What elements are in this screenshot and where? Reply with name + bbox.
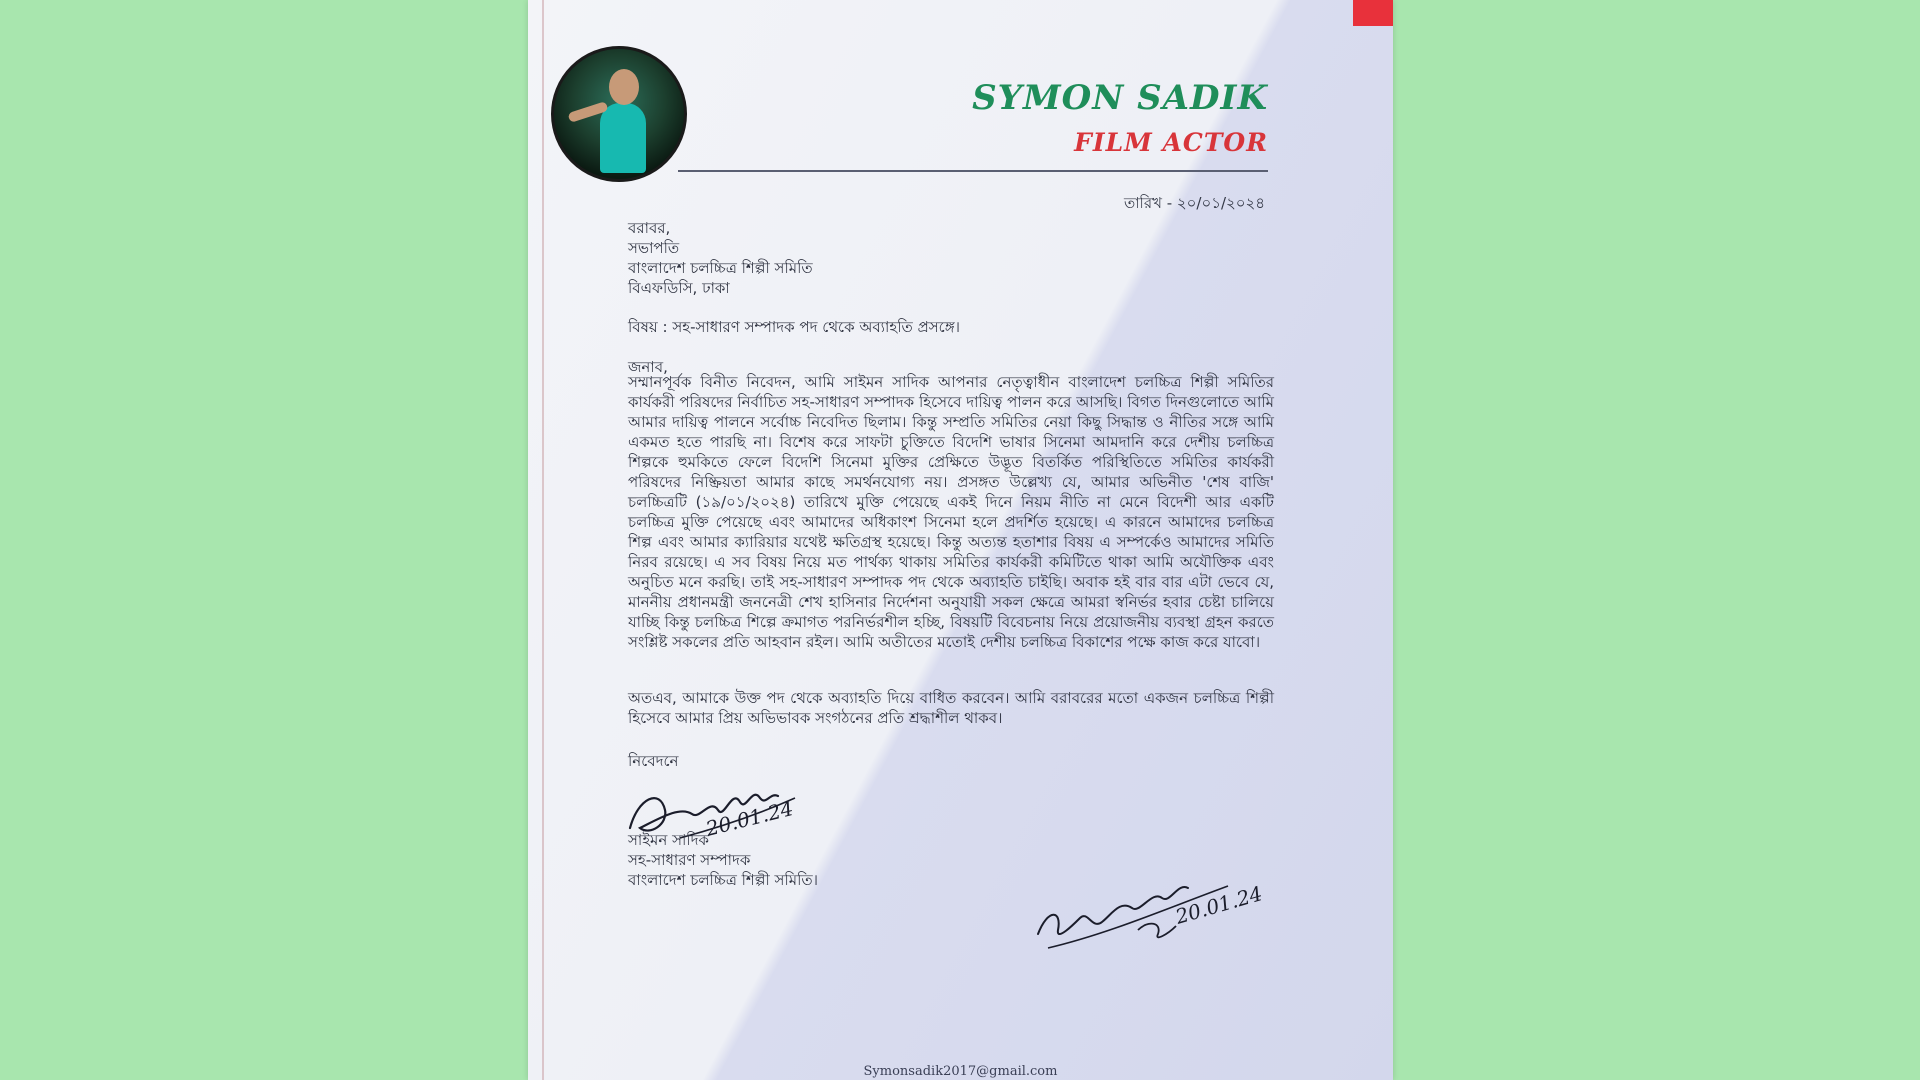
profile-photo-avatar [551,46,687,182]
signatory-name: সাইমন সাদিক [628,831,710,849]
recipient-line: বিএফডিসি, ঢাকা [628,279,730,297]
avatar-shirt [600,103,646,173]
letter-date: তারিখ - ২০/০১/২০২৪ [1123,194,1265,212]
recipient-line: বাংলাদেশ চলচ্চিত্র শিল্পী সমিতি [628,259,813,277]
signatory-block [628,830,818,890]
letter-page [528,0,1393,1080]
salutation: জনাব, [628,358,668,376]
margin-line [542,0,544,1080]
letterhead-role: FILM ACTOR [1074,128,1268,157]
recipient-line: সভাপতি [628,239,680,257]
svg-text:20.01.24: 20.01.24 [1172,881,1265,929]
regards-line: নিবেদনে [628,752,679,770]
recipient-line: বরাবর, [628,219,671,237]
avatar-head [609,69,639,105]
header-divider [678,170,1268,172]
letter-subject: বিষয় : সহ-সাধারণ সম্পাদক পদ থেকে অব্যাহতি প্রসঙ্গে। [628,318,961,336]
signatory-org: বাংলাদেশ চলচ্চিত্র শিল্পী সমিতি। [628,871,818,889]
recipient-address [628,218,928,298]
letter-closing: অতএব, আমাকে উক্ত পদ থেকে অব্যাহতি দিয়ে বাধিত করবেন। আমি বরাবরের মতো একজন চলচ্চিত্র শিল্পী হিসেবে আমার প্রিয় অভিভাবক সংগঠনের প্রতি শ্রদ্ধাশীল থাকব। [628,689,1274,727]
red-corner-tab [1353,0,1393,26]
letterhead-email: Symonsadik2017@gmail.com [863,1064,1058,1079]
signatory-title: সহ-সাধারণ সম্পাদক [628,851,751,869]
letter-body: সম্মানপূর্বক বিনীত নিবেদন, আমি সাইমন সাদিক আপনার নেতৃত্বাধীন বাংলাদেশ চলচ্চিত্র শিল্পী সমিতির কার্যকরী পরিষদের নির্বাচিত সহ-সাধারণ সম্পাদক হিসেবে দায়িত্ব পালন করে আসছি। বিগত দিনগুলোতে আমি আমার দায়িত্ব পালনে সর্বোচ্চ নিবেদিত ছিলাম। কিন্তু সম্প্রতি সমিতির নেয়া কিছু সিদ্ধান্ত ও নীতির সঙ্গে আমি একমত হতে পারছি না। বিশেষ করে সাফটা চুক্তিতে বিদেশি ভাষার সিনেমা আমদানি করে দেশীয় চলচ্চিত্র শিল্পকে হুমকিতে ফেলে বিদেশি সিনেমা মুক্তির প্রেক্ষিতে উদ্ভূত বিতর্কিত পরিস্থিতিতে সমিতির কার্যকরী পরিষদের নিষ্ক্রিয়তা আমার কাছে সমর্থনযোগ্য নয়। প্রসঙ্গত উল্লেখ্য যে, আমার অভিনীত 'শেষ বাজি' চলচ্চিত্রটি (১৯/০১/২০২৪) তারিখে মুক্তি পেয়েছে একই দিনে নিয়ম নীতি না মেনে বিদেশী আর একটি চলচ্চিত্র মুক্তি পেয়েছে এবং আমাদের অধিকাংশ সিনেমা হলে প্রদর্শিত হয়েছে। এ কারনে আমাদের চলচ্চিত্র শিল্প এবং আমার ক্যারিয়ার যথেষ্ট ক্ষতিগ্রস্থ হয়েছে। কিন্তু অত্যন্ত হতাশার বিষয় এ সম্পর্কেও আমাদের সমিতি নিরব রয়েছে। এ সব বিষয় নিয়ে মত পার্থক্য থাকায় সমিতির কার্যকরী কমিটিতে থাকা আমি অযৌক্তিক এবং অনুচিত মনে করছি। তাই সহ-সাধারণ সম্পাদক পদ থেকে অব্যাহতি চাইছি। অবাক হই বার বার এটা ভেবে যে, মাননীয় প্রধানমন্ত্রী জননেত্রী শেখ হাসিনার নির্দেশনা অনুযায়ী সকল ক্ষেত্রে আমরা স্বনির্ভর হবার চেষ্টা চালিয়ে যাচ্ছি কিন্তু চলচ্চিত্র শিল্পে ক্রমাগত পরনির্ভরশীল হচ্ছি, বিষয়টি বিবেচনায় নিয়ে প্রয়োজনীয় ব্যবস্থা গ্রহন করতে সংশ্লিষ্ট সকলের প্রতি আহবান রইল। আমি অতীতের মতোই দেশীয় চলচ্চিত্র বিকাশের পক্ষে কাজ করে যাবো। [628,373,1274,651]
svg-text:20.01.24: 20.01.24 [703,796,796,841]
handwritten-signature-right [1028,838,1268,958]
letterhead-name: SYMON SADIK [972,78,1268,118]
